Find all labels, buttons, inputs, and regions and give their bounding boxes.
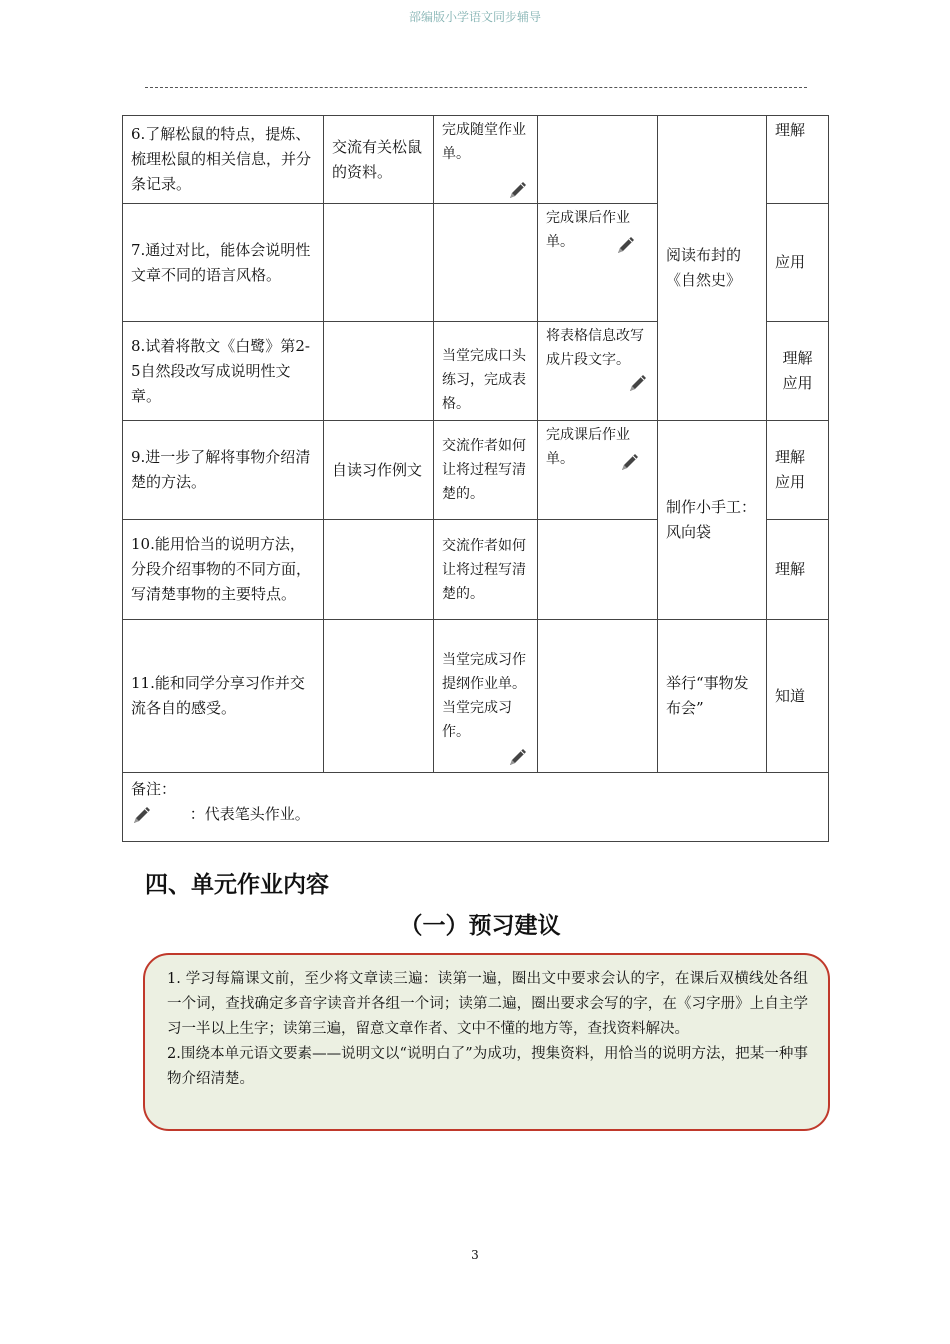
page-number: 3 — [471, 1248, 479, 1262]
goal-cell: 7.通过对比，能体会说明性文章不同的语言风格。 — [123, 204, 324, 322]
preview-advice-box — [143, 953, 830, 1131]
pen-icon — [619, 451, 641, 473]
after-class-text: 完成课后作业单。 — [546, 427, 630, 467]
goal-cell: 11.能和同学分享习作并交流各自的感受。 — [123, 620, 324, 773]
table-row — [123, 773, 829, 842]
homework-plan-table — [122, 115, 829, 842]
after-class-cell — [538, 204, 658, 322]
pre-class-cell: 交流有关松鼠的资料。 — [324, 116, 434, 204]
section-subtitle: （一）预习建议 — [399, 913, 561, 939]
goal-cell: 8.试着将散文《白鹭》第2-5自然段改写成说明性文章。 — [123, 322, 324, 421]
pre-class-cell: 自读习作例文 — [324, 421, 434, 520]
level-cell: 理解 — [767, 520, 829, 620]
goal-cell: 10.能用恰当的说明方法，分段介绍事物的不同方面，写清楚事物的主要特点。 — [123, 520, 324, 620]
advice-paragraph-2: 2.围绕本单元语文要素——说明文以“说明白了”为成功，搜集资料，用恰当的说明方法，把某一种事物介绍清楚。 — [167, 1046, 808, 1087]
in-class-text: 当堂完成习作提纲作业单。 当堂完成习作。 — [442, 652, 526, 740]
after-class-text: 完成课后作业单。 — [546, 210, 630, 250]
after-class-cell — [538, 322, 658, 421]
after-class-cell — [538, 520, 658, 620]
after-class-text: 将表格信息改写成片段文字。 — [546, 328, 644, 368]
pre-class-cell — [324, 322, 434, 421]
advice-paragraph-1: 1. 学习每篇课文前，至少将文章读三遍：读第一遍，圈出文中要求会认的字，在课后双横线处各组一个词，查找确定多音字读音并各组一个词；读第二遍，圈出要求会写的字，在《习字册》上自主学习一半以上生字；读第三遍，留意文章作者、文中不懂的地方等，查找资料解决。 — [167, 971, 808, 1037]
after-class-cell — [538, 620, 658, 773]
note-cell — [123, 773, 829, 842]
level-cell: 知道 — [767, 620, 829, 773]
table-row — [123, 421, 829, 520]
pen-icon — [627, 372, 649, 394]
extension-cell: 阅读布封的《自然史》 — [658, 116, 767, 421]
in-class-cell — [434, 620, 538, 773]
header-divider — [145, 87, 807, 88]
pen-icon — [615, 234, 637, 256]
in-class-cell: 交流作者如何让将过程写清楚的。 — [434, 520, 538, 620]
note-legend-text: ：代表笔头作业。 — [189, 805, 310, 823]
after-class-cell — [538, 116, 658, 204]
in-class-text: 完成随堂作业单。 — [442, 122, 526, 162]
goal-cell: 6.了解松鼠的特点，提炼、梳理松鼠的相关信息，并分条记录。 — [123, 116, 324, 204]
extension-cell: 举行“事物发布会” — [658, 620, 767, 773]
pen-icon — [131, 804, 153, 826]
pen-icon — [507, 746, 529, 768]
level-cell: 理解 — [767, 116, 829, 204]
level-cell: 理解 应用 — [767, 322, 829, 421]
section-title: 四、单元作业内容 — [145, 872, 329, 898]
after-class-cell — [538, 421, 658, 520]
in-class-cell — [434, 204, 538, 322]
in-class-cell — [434, 116, 538, 204]
pen-icon — [507, 179, 529, 201]
pre-class-cell — [324, 204, 434, 322]
table-row — [123, 620, 829, 773]
level-cell: 应用 — [767, 204, 829, 322]
in-class-cell: 当堂完成口头练习，完成表格。 — [434, 322, 538, 421]
level-cell: 理解 应用 — [767, 421, 829, 520]
pre-class-cell — [324, 520, 434, 620]
in-class-cell: 交流作者如何让将过程写清楚的。 — [434, 421, 538, 520]
note-label: 备注： — [131, 780, 177, 798]
extension-cell: 制作小手工：风向袋 — [658, 421, 767, 620]
page-header: 部编版小学语文同步辅导 — [408, 10, 541, 24]
pre-class-cell — [324, 620, 434, 773]
table-row — [123, 116, 829, 204]
goal-cell: 9.进一步了解将事物介绍清楚的方法。 — [123, 421, 324, 520]
note-legend — [131, 802, 820, 827]
